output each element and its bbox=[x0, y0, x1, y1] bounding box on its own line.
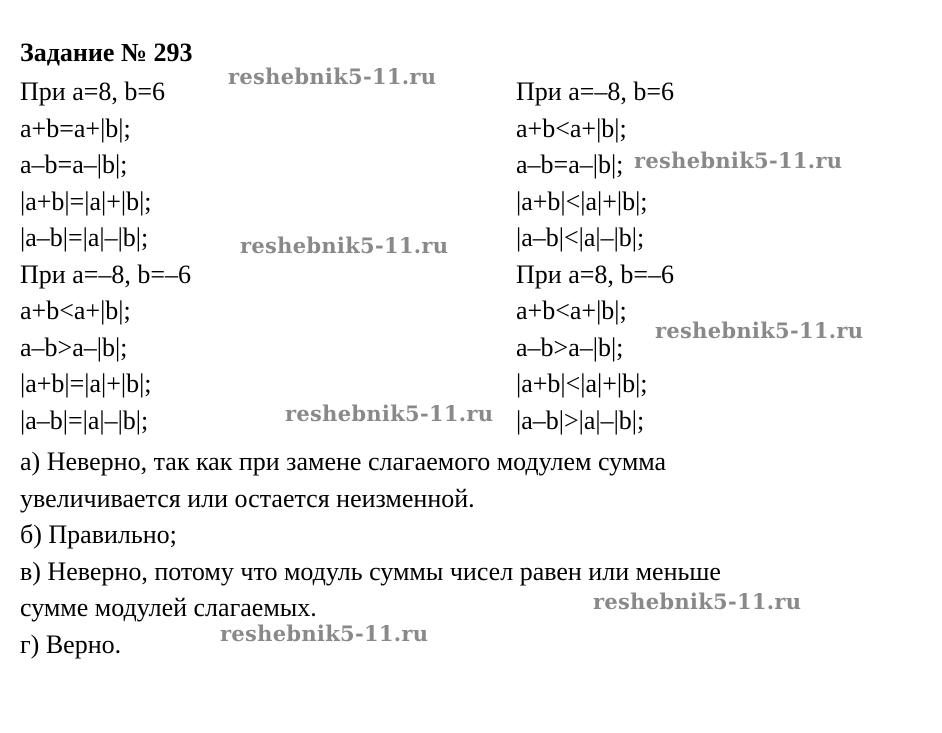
left-line: a+b=a+|b|; bbox=[20, 113, 131, 143]
watermark: reshebnik5-11.ru bbox=[655, 318, 864, 343]
right-line: |a–b|<|a|–|b|; bbox=[516, 223, 645, 252]
watermark: reshebnik5-11.ru bbox=[593, 589, 802, 614]
right-line: |a+b|<|a|+|b|; bbox=[516, 186, 648, 216]
right-line: a–b>a–|b|; bbox=[516, 332, 624, 362]
left-line: a+b<a+|b|; bbox=[20, 296, 131, 325]
note-line: в) Неверно, потому что модуль суммы чисел равен или меньше bbox=[20, 556, 721, 586]
task-title: Задание № 293 bbox=[20, 38, 193, 67]
watermark: reshebnik5-11.ru bbox=[240, 233, 449, 258]
left-line: |a+b|=|a|+|b|; bbox=[20, 186, 152, 216]
watermark: reshebnik5-11.ru bbox=[634, 148, 843, 173]
note-line: а) Неверно, так как при замене слагаемого модулем сумма bbox=[20, 447, 667, 476]
right-line: При a=8, b=–6 bbox=[516, 259, 675, 289]
right-line: |a–b|>|a|–|b|; bbox=[516, 405, 645, 435]
right-line: a+b<a+|b|; bbox=[516, 296, 627, 325]
watermark: reshebnik5-11.ru bbox=[228, 64, 437, 89]
left-line: a–b=a–|b|; bbox=[20, 150, 128, 179]
right-line: a–b=a–|b|; bbox=[516, 150, 624, 179]
left-line: a–b>a–|b|; bbox=[20, 332, 128, 362]
right-line: a+b<a+|b|; bbox=[516, 113, 627, 143]
note-line: сумме модулей слагаемых. bbox=[20, 593, 317, 622]
right-column bbox=[516, 74, 674, 439]
left-line: При a=–8, b=–6 bbox=[20, 259, 192, 289]
note-line: б) Правильно; bbox=[20, 520, 177, 549]
left-line: |a–b|=|a|–|b|; bbox=[20, 405, 149, 435]
left-line: |a+b|=|a|+|b|; bbox=[20, 369, 152, 398]
watermark: reshebnik5-11.ru bbox=[220, 621, 429, 646]
watermark: reshebnik5-11.ru bbox=[285, 401, 494, 426]
left-line: При a=8, b=6 bbox=[20, 77, 166, 106]
note-line: г) Верно. bbox=[20, 629, 122, 659]
right-line: |a+b|<|a|+|b|; bbox=[516, 369, 648, 398]
left-column bbox=[20, 74, 191, 439]
note-line: увеличивается или остается неизменной. bbox=[20, 483, 475, 513]
right-line: При a=–8, b=6 bbox=[516, 77, 675, 106]
left-line: |a–b|=|a|–|b|; bbox=[20, 223, 149, 252]
